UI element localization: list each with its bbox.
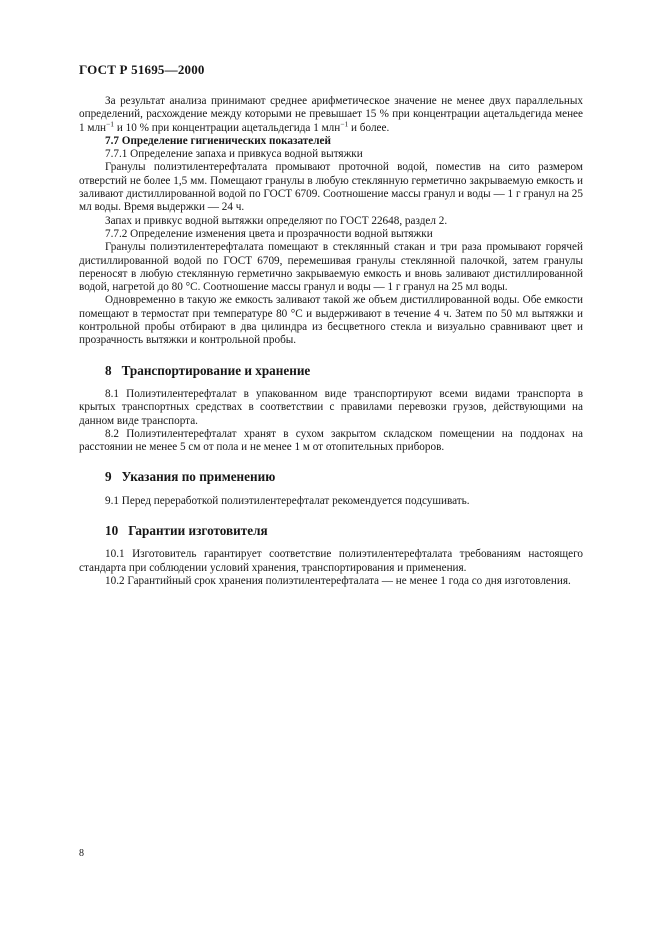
superscript: −1 [106, 118, 115, 128]
text-fragment: и более. [348, 121, 390, 134]
section-title: Указания по применению [121, 469, 276, 485]
paragraph-7-7-2a: Гранулы полиэтилентерефталата помещают в стеклянный стакан и три раза промывают горячей дистиллированной водой по ГОСТ 6709, перемешивая гранулы стеклянной палочкой, затем гранулы переносят в любую стеклянную герметично закрываемую емкость и вновь заливают дистиллированной водой, нагретой до 80 °С. Соотношение массы гранул и воды — 1 г гранул на 25 мл воды. [79, 241, 583, 294]
paragraph-10-1: 10.1 Изготовитель гарантирует соответствие полиэтилентерефталата требованиям настоящего стандарта при соблюдении условий хранения, транспортирования и применения. [79, 548, 583, 574]
section-number: 10 [105, 523, 119, 539]
section-number: 8 [105, 362, 112, 378]
paragraph-7-7-2b: Одновременно в такую же емкость заливают такой же объем дистиллированной воды. Обе емкости помещают в термостат при температуре 80 °С и выдерживают в течение 4 ч. Затем по 50 мл вытяжки и контрольной пробы отбирают в два цилиндра из бесцветного стекла и визуально сравнивают цвет и прозрачность вытяжки и контрольной пробы. [79, 294, 583, 347]
paragraph-8-2: 8.2 Полиэтилентерефталат хранят в сухом закрытом складском помещении на поддонах на расстоянии не менее 5 см от пола и не менее 1 м от отопительных приборов. [79, 427, 583, 454]
subsection-7-7-heading: 7.7 Определение гигиенических показателей [105, 134, 331, 147]
paragraph-10-2: 10.2 Гарантийный срок хранения полиэтилентерефталата — не менее 1 года со дня изготовления. [105, 574, 571, 587]
section-title: Транспортирование и хранение [121, 362, 311, 378]
paragraph-7-7-1a: Гранулы полиэтилентерефталата промывают проточной водой, поместив на сито размером отверстий не более 1,5 мм. Помещают гранулы в любую стеклянную герметично закрываемую емкость и заливают дистиллированной водой по ГОСТ 6709. Соотношение массы гранул и воды — 1 г гранул на 25 мл воды. Время выдержки — 24 ч. [79, 161, 583, 214]
text-fragment: и 10 % при концентрации ацетальдегида 1 млн [114, 121, 341, 134]
document-header: ГОСТ Р 51695—2000 [79, 62, 205, 77]
section-9-heading [79, 470, 583, 483]
paragraph-7-7-1b: Запах и привкус водной вытяжки определяют по ГОСТ 22648, раздел 2. [105, 214, 448, 227]
paragraph-7-6-result [79, 95, 583, 135]
section-10-heading [79, 524, 583, 537]
section-title: Гарантии изготовителя [128, 523, 268, 539]
paragraph-8-1: 8.1 Полиэтилентерефталат в упакованном виде транспортируют всеми видами транспорта в крытых транспортных средствах в соответствии с правилами перевозки грузов, действующими на данном виде транспорта. [79, 387, 583, 427]
section-8-heading [79, 364, 583, 377]
paragraph-9-1: 9.1 Перед переработкой полиэтилентерефталат рекомендуется подсушивать. [105, 494, 470, 507]
subsection-7-7-2-heading: 7.7.2 Определение изменения цвета и прозрачности водной вытяжки [105, 227, 433, 240]
section-number: 9 [105, 469, 112, 485]
subsection-7-7-1-heading: 7.7.1 Определение запаха и привкуса водной вытяжки [105, 148, 363, 161]
superscript: −1 [340, 118, 349, 128]
document-body [79, 95, 583, 588]
page-number: 8 [79, 848, 84, 859]
text-fragment: За результат анализа принимают среднее арифметическое значение не менее двух параллельных определений, расхождение между которыми не превышает 15 % при концентрации ацетальдегида менее 1 млн [79, 95, 583, 134]
